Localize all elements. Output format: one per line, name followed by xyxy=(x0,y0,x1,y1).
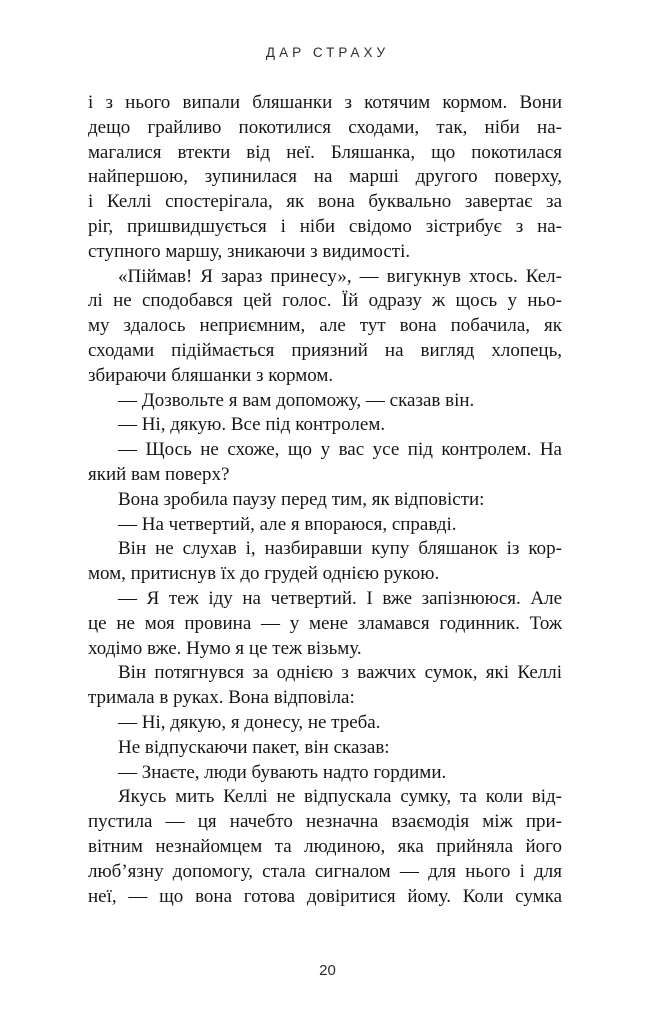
text-line: лі не сподобався цей голос. Їй одразу ж щось у ньо- xyxy=(88,290,562,312)
text-line: — Ні, дякую, я донесу, не треба. xyxy=(118,711,381,733)
text-line: му здалось неприємним, але тут вона побачила, як xyxy=(88,315,562,337)
text-line: неї, — що вона готова довіритися йому. Коли сумка xyxy=(88,885,562,907)
text-line: Якусь мить Келлі не відпускала сумку, та коли від- xyxy=(118,786,562,808)
body-text xyxy=(88,91,562,909)
text-line: збираючи бляшанки з кормом. xyxy=(88,364,334,386)
text-line: — Я теж іду на четвертий. І вже запізнююся. Але xyxy=(118,587,562,609)
text-line: мом, притиснув їх до грудей однією рукою. xyxy=(88,563,440,585)
text-line: «Піймав! Я зараз принесу», — вигукнув хтось. Кел- xyxy=(118,265,562,287)
text-line: вітним незнайомцем та людиною, яка прийняла його xyxy=(88,835,562,857)
text-line: Вона зробила паузу перед тим, як відповісти: xyxy=(118,488,485,510)
text-line: це не моя провина — у мене зламався годинник. Тож xyxy=(88,612,562,634)
text-line: — Ні, дякую. Все під контролем. xyxy=(118,414,386,436)
text-line: Не відпускаючи пакет, він сказав: xyxy=(118,736,390,758)
text-line: Він не слухав і, назбиравши купу бляшанок із кор- xyxy=(118,538,562,560)
text-line: який вам поверх? xyxy=(88,463,230,485)
text-line: і Келлі спостерігала, як вона буквально завертає за xyxy=(88,191,562,213)
text-line: ріг, пришвидшується і ніби свідомо зістрибує з на- xyxy=(88,215,562,237)
text-line: найпершою, зупинилася на марші другого поверху, xyxy=(88,166,562,188)
text-line: дещо грайливо покотилися сходами, так, ніби на- xyxy=(88,116,562,138)
text-line: магалися втекти від неї. Бляшанка, що покотилася xyxy=(88,141,562,163)
text-line: ходімо вже. Нумо я це теж візьму. xyxy=(88,637,362,659)
text-line: тримала в руках. Вона відповіла: xyxy=(88,687,355,709)
text-line: люб’язну допомогу, стала сигналом — для нього і для xyxy=(88,860,562,882)
text-line: — Щось не схоже, що у вас усе під контролем. На xyxy=(118,439,562,461)
text-line: — На четвертий, але я впораюся, справді. xyxy=(118,513,457,535)
text-line: — Дозвольте я вам допоможу, — сказав він. xyxy=(118,389,475,411)
text-line: — Знаєте, люди бувають надто гордими. xyxy=(118,761,447,783)
running-header: ДАР СТРАХУ xyxy=(265,45,390,60)
text-line: і з нього випали бляшанки з котячим кормом. Вони xyxy=(88,92,562,113)
text-line: ступного маршу, зникаючи з видимості. xyxy=(88,240,411,262)
text-line: Він потягнувся за однією з важчих сумок, які Келлі xyxy=(118,662,562,684)
text-line: пустила — ця начебто незначна взаємодія між при- xyxy=(88,811,562,833)
page-number: 20 xyxy=(319,962,336,979)
text-line: сходами підіймається приязний на вигляд хлопець, xyxy=(88,339,562,361)
